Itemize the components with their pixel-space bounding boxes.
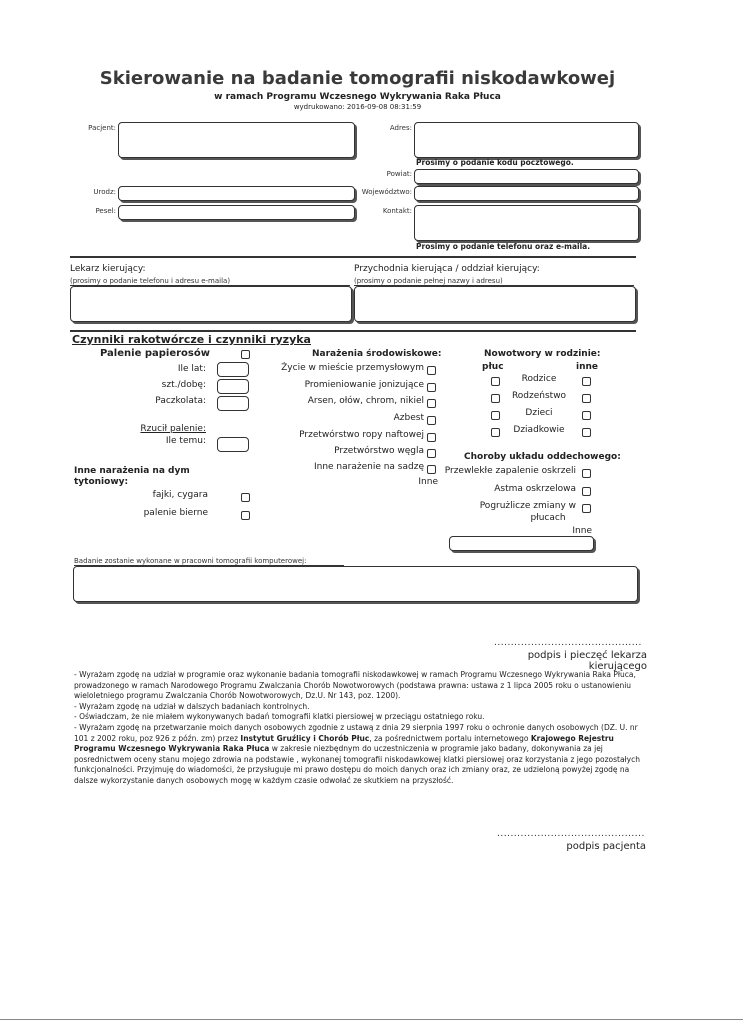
family-row-label: Dziadkowie xyxy=(513,425,565,435)
env-item-checkbox[interactable] xyxy=(427,465,436,474)
doctor-label: Lekarz kierujący: xyxy=(70,264,146,274)
powiat-label: Powiat: xyxy=(386,170,412,178)
smoking-checkbox[interactable] xyxy=(241,350,250,359)
doctor-signature-label: podpis i pieczęć lekarza kierującego xyxy=(527,650,647,672)
kontakt-label: Kontakt: xyxy=(382,207,412,215)
consent-paragraph: - Oświadczam, że nie miałem wykonywanych badań tomografii klatki piersiowej w przeciągu ostatniego roku. xyxy=(74,712,485,722)
clinic-hint: (prosimy o podanie pełnej nazwy i adresu) xyxy=(354,277,634,286)
consent-paragraph: - Wyrażam zgodę na udział w dalszych badaniach kontrolnych. xyxy=(74,701,310,711)
tb-changes-label-2: płucach xyxy=(530,513,566,523)
adres-field[interactable] xyxy=(414,122,639,158)
print-timestamp: wydrukowano: 2016-09-08 08:31:59 xyxy=(293,103,422,111)
since-label: Ile temu: xyxy=(165,436,206,446)
doctor-field[interactable] xyxy=(70,286,352,322)
powiat-field[interactable] xyxy=(414,169,639,184)
family-col-other: inne xyxy=(576,362,599,372)
packyears-label: Paczkolata: xyxy=(155,396,206,406)
consent-bold-part: Krajowego Rejestru Programu Wczesnego Wykrywania Raka Płuca xyxy=(74,733,614,754)
pipes-cigars-checkbox[interactable] xyxy=(241,493,250,502)
env-item-label: Arsen, ołów, chrom, nikiel xyxy=(307,396,424,406)
family-other-checkbox[interactable] xyxy=(582,411,591,420)
family-row-label: Rodzice xyxy=(521,374,557,384)
lab-label: Badanie zostanie wykonane w pracowni tomografii komputerowej: xyxy=(74,557,344,566)
clinic-field[interactable] xyxy=(354,286,636,322)
separator-line xyxy=(70,330,636,332)
consent-paragraph: - Wyrażam zgodę na udział w programie oraz wykonanie badania tomografii niskodawkowej w ramach Programu Wczesnego Wykrywania Raka Płuca, prowadzonego w ramach Narodowego Programu Zwalczania Chorób Nowotworowych (podstawa prawna: ustawa z 1 lipca 2005 roku o ustanowieniu wieloletniego programu Zwalczania Chorób Nowotworowych, Dz.U. Nr 143, poz. 1200). xyxy=(74,670,636,701)
consent-text-part: w zakresie niezbędnym do uczestniczenia w programie jako badany, dokonywania za jej posrednictwem oceny stanu mojego zdrowia na podstawie , wykonanej tomografii niskodawkowej klatki piersiowej oraz korzystania z jego pozostałych funkcjonalności. Przyjmuję do wiadomości, że przysługuje mi prawo dostępu do moich danych oraz ich zmiany oraz, ze udzieloną powyżej zgodę na dalsze wykorzystanie danych osobowych mogę w każdym czasie odwołać ze skutkiem na przyszłość. xyxy=(74,744,640,785)
family-title: Nowotwory w rodzinie: xyxy=(484,349,601,359)
other-smoke-title: Inne narażenia na dym xyxy=(74,466,190,476)
passive-smoking-checkbox[interactable] xyxy=(241,511,250,520)
scan-edge-line xyxy=(0,1019,743,1020)
family-row-label: Rodzeństwo xyxy=(511,391,567,401)
env-item-label: Przetwórstwo ropy naftowej xyxy=(299,430,424,440)
family-lung-checkbox[interactable] xyxy=(491,394,500,403)
consent-paragraph xyxy=(74,723,654,787)
pieces-input[interactable] xyxy=(217,379,249,394)
lab-field[interactable] xyxy=(73,566,638,602)
env-other-label: Inne xyxy=(418,477,438,487)
kontakt-field[interactable] xyxy=(414,205,639,241)
family-other-checkbox[interactable] xyxy=(582,377,591,386)
env-item-checkbox[interactable] xyxy=(427,399,436,408)
family-other-checkbox[interactable] xyxy=(582,394,591,403)
asthma-checkbox[interactable] xyxy=(582,487,591,496)
patient-signature-label: podpis pacjenta xyxy=(566,841,646,852)
family-row-label: Dzieci xyxy=(525,408,553,418)
env-item-label: Inne narażenie na sadzę xyxy=(313,462,424,472)
postal-code-note: Prosimy o podanie kodu pocztowego. xyxy=(416,158,574,167)
urodz-label: Urodz: xyxy=(93,188,116,196)
family-other-checkbox[interactable] xyxy=(582,428,591,437)
pacjent-field[interactable] xyxy=(118,122,355,158)
environment-title: Narażenia środowiskowe: xyxy=(312,349,442,359)
env-item-label: Przetwórstwo węgla xyxy=(334,446,424,456)
family-lung-checkbox[interactable] xyxy=(491,377,500,386)
pesel-label: Pesel: xyxy=(95,207,116,215)
wojewodztwo-label: Województwo: xyxy=(361,188,412,196)
env-item-checkbox[interactable] xyxy=(427,383,436,392)
pacjent-label: Pacjent: xyxy=(88,124,116,132)
form-subtitle: w ramach Programu Wczesnego Wykrywania Raka Płuca xyxy=(214,92,501,102)
urodz-field[interactable] xyxy=(118,186,355,201)
consent-bold-part: Instytut Gruźlicy i Chorób Płuc xyxy=(240,733,370,743)
since-input[interactable] xyxy=(217,437,249,452)
form-title: Skierowanie na badanie tomografii niskodawkowej xyxy=(99,68,616,89)
bronchitis-label: Przewlekłe zapalenie oskrzeli xyxy=(444,466,576,476)
env-item-checkbox[interactable] xyxy=(427,416,436,425)
consent-text-part: - Wyrażam zgodę na przetwarzanie moich danych osobowych zgodnie z ustawą z dnia 29 sierpnia 1997 roku o ochronie danych osobowych (DZ. U. nr 101 z 2002 roku, poz 926 z późn. zm) przez xyxy=(74,722,638,743)
factors-section-title: Czynniki rakotwórcze i czynniki ryzyka xyxy=(72,333,311,346)
asthma-label: Astma oskrzelowa xyxy=(494,484,576,494)
pesel-field[interactable] xyxy=(118,205,355,220)
env-item-checkbox[interactable] xyxy=(427,449,436,458)
respiratory-other-field[interactable] xyxy=(449,536,594,551)
years-input[interactable] xyxy=(217,362,249,377)
env-item-checkbox[interactable] xyxy=(427,366,436,375)
respiratory-other-label: Inne xyxy=(572,526,592,536)
doctor-signature-line: ............................................ xyxy=(494,638,642,648)
clinic-label: Przychodnia kierująca / oddział kierujący: xyxy=(354,264,540,274)
consent-text-part: , za pośrednictwem portalu internetowego xyxy=(369,733,531,743)
env-item-checkbox[interactable] xyxy=(427,433,436,442)
packyears-input[interactable] xyxy=(217,396,249,411)
pieces-label: szt./dobę: xyxy=(161,380,206,390)
pipes-cigars-label: fajki, cygara xyxy=(152,490,208,500)
env-item-label: Życie w mieście przemysłowym xyxy=(281,363,424,373)
bronchitis-checkbox[interactable] xyxy=(582,469,591,478)
family-lung-checkbox[interactable] xyxy=(491,411,500,420)
wojewodztwo-field[interactable] xyxy=(414,186,639,201)
smoking-title: Palenie papierosów xyxy=(100,348,210,359)
tb-changes-checkbox[interactable] xyxy=(582,504,591,513)
other-smoke-title-2: tytoniowy: xyxy=(74,477,129,487)
passive-smoking-label: palenie bierne xyxy=(143,508,208,518)
patient-signature-line: ............................................ xyxy=(497,829,645,839)
doctor-hint: (prosimy o podanie telefonu i adresu e-maila) xyxy=(70,277,350,286)
separator-line xyxy=(70,256,636,258)
family-col-lung: płuc xyxy=(482,362,504,372)
family-lung-checkbox[interactable] xyxy=(491,428,500,437)
respiratory-title: Choroby układu oddechowego: xyxy=(464,452,621,462)
env-item-label: Promieniowanie jonizujące xyxy=(304,380,424,390)
tb-changes-label: Pogrużlicze zmiany w xyxy=(479,501,576,511)
consent-text xyxy=(74,670,654,787)
env-item-label: Azbest xyxy=(393,413,424,423)
adres-label: Adres: xyxy=(389,124,412,132)
quit-label: Rzucił palenie: xyxy=(140,424,206,434)
contact-note: Prosimy o podanie telefonu oraz e-maila. xyxy=(416,242,591,251)
years-label: Ile lat: xyxy=(177,364,206,374)
